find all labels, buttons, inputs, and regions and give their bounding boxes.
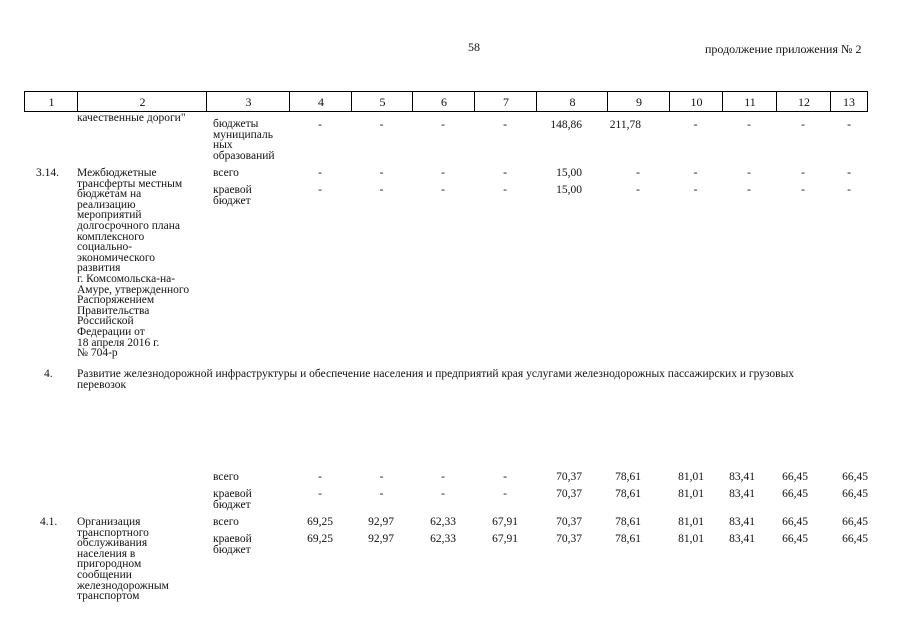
row-budget-label: краевой бюджет	[213, 533, 252, 556]
value-cell: -	[801, 167, 805, 179]
value-cell: -	[747, 184, 751, 196]
value-cell: -	[318, 471, 322, 483]
value-cell: -	[636, 184, 640, 196]
value-cell: -	[693, 119, 698, 131]
value-cell: 83,41	[729, 488, 755, 500]
value-cell: 148,86	[550, 119, 582, 131]
value-cell: -	[847, 184, 851, 196]
value-cell: -	[318, 167, 322, 179]
value-cell: -	[441, 184, 445, 196]
value-cell: -	[441, 167, 445, 179]
row-name: качественные дороги"	[77, 112, 186, 124]
row-number: 3.14.	[36, 167, 59, 179]
value-cell: -	[379, 471, 384, 483]
header-col-3: 3	[206, 91, 290, 112]
value-cell: -	[379, 184, 384, 196]
value-cell: -	[441, 471, 445, 483]
value-cell: -	[441, 488, 445, 500]
value-cell: -	[747, 167, 751, 179]
value-cell: 67,91	[492, 533, 518, 545]
value-cell: 211,78	[609, 119, 641, 131]
header-col-11: 11	[722, 91, 777, 112]
value-cell: -	[801, 119, 805, 131]
value-cell: 66,45	[842, 488, 868, 500]
table-header-row	[24, 91, 868, 113]
value-cell: -	[318, 119, 322, 131]
value-cell: 78,61	[615, 516, 641, 528]
row-budget-label: всего	[213, 471, 239, 483]
value-cell: 66,45	[782, 533, 808, 545]
section-title: Развитие железнодорожной инфраструктуры и обеспечение населения и предприятий края услугами железнодорожных пассажирских и грузовых перевозок	[77, 368, 795, 391]
value-cell: 83,41	[729, 533, 755, 545]
header-col-1: 1	[24, 91, 78, 112]
value-cell: -	[379, 167, 384, 179]
row-name: Межбюджетные трансферты местным бюджетам на реализацию мероприятий долгосрочного плана комплексного социально- экономического развития г. Комсомольска-на- Амуре, утвержденного Распоряжением Правительства Российской Федерации от 18 апреля 2016 г. № 704-р	[77, 167, 190, 360]
page-number: 58	[468, 40, 480, 54]
value-cell: -	[503, 167, 507, 179]
appendix-label: продолжение приложения № 2	[705, 42, 862, 56]
row-budget-label: бюджеты муниципаль ных образований	[213, 118, 275, 162]
header-col-4: 4	[289, 91, 352, 112]
value-cell: 70,37	[556, 516, 582, 528]
value-cell: -	[693, 184, 698, 196]
row-budget-label: всего	[213, 516, 239, 528]
row-number: 4.	[44, 368, 53, 380]
value-cell: -	[503, 184, 507, 196]
value-cell: 81,01	[678, 471, 704, 483]
value-cell: 15,00	[556, 167, 582, 179]
header-col-7: 7	[474, 91, 537, 112]
value-cell: -	[503, 119, 507, 131]
value-cell: 78,61	[615, 488, 641, 500]
value-cell: 69,25	[307, 516, 333, 528]
header-col-6: 6	[412, 91, 475, 112]
value-cell: 62,33	[430, 533, 456, 545]
value-cell: -	[693, 167, 698, 179]
header-col-10: 10	[669, 91, 723, 112]
value-cell: 66,45	[782, 516, 808, 528]
header-col-9: 9	[607, 91, 670, 112]
value-cell: -	[747, 119, 751, 131]
value-cell: -	[379, 488, 384, 500]
row-number: 4.1.	[40, 516, 58, 528]
value-cell: 66,45	[782, 488, 808, 500]
value-cell: 66,45	[842, 533, 868, 545]
header-col-8: 8	[536, 91, 608, 112]
row-budget-label: краевой бюджет	[213, 488, 252, 511]
value-cell: -	[847, 119, 851, 131]
value-cell: 15,00	[556, 184, 582, 196]
value-cell: -	[503, 488, 507, 500]
value-cell: 70,37	[556, 533, 582, 545]
header-col-12: 12	[776, 91, 831, 112]
header-col-13: 13	[830, 91, 868, 112]
value-cell: -	[318, 488, 322, 500]
value-cell: 69,25	[307, 533, 333, 545]
row-budget-label: краевой бюджет	[213, 184, 252, 207]
value-cell: 66,45	[782, 471, 808, 483]
value-cell: 70,37	[556, 488, 582, 500]
value-cell: -	[847, 167, 851, 179]
header-col-2: 2	[77, 91, 207, 112]
value-cell: 81,01	[678, 516, 704, 528]
header-col-5: 5	[351, 91, 413, 112]
value-cell: -	[636, 167, 640, 179]
row-name: Организация транспортного обслуживания населения в пригородном сообщении железнодорожным транспортом	[77, 516, 169, 603]
value-cell: -	[379, 119, 384, 131]
row-budget-label: всего	[213, 167, 239, 179]
value-cell: 83,41	[729, 471, 755, 483]
value-cell: 92,97	[368, 516, 394, 528]
value-cell: 66,45	[842, 516, 868, 528]
value-cell: -	[503, 471, 507, 483]
value-cell: 67,91	[492, 516, 518, 528]
value-cell: 83,41	[729, 516, 755, 528]
value-cell: 92,97	[368, 533, 394, 545]
value-cell: 78,61	[615, 533, 641, 545]
value-cell: -	[318, 184, 322, 196]
value-cell: -	[801, 184, 805, 196]
value-cell: 81,01	[678, 488, 704, 500]
value-cell: 70,37	[556, 471, 582, 483]
value-cell: 78,61	[615, 471, 641, 483]
value-cell: 81,01	[678, 533, 704, 545]
value-cell: -	[441, 119, 445, 131]
value-cell: 66,45	[842, 471, 868, 483]
value-cell: 62,33	[430, 516, 456, 528]
